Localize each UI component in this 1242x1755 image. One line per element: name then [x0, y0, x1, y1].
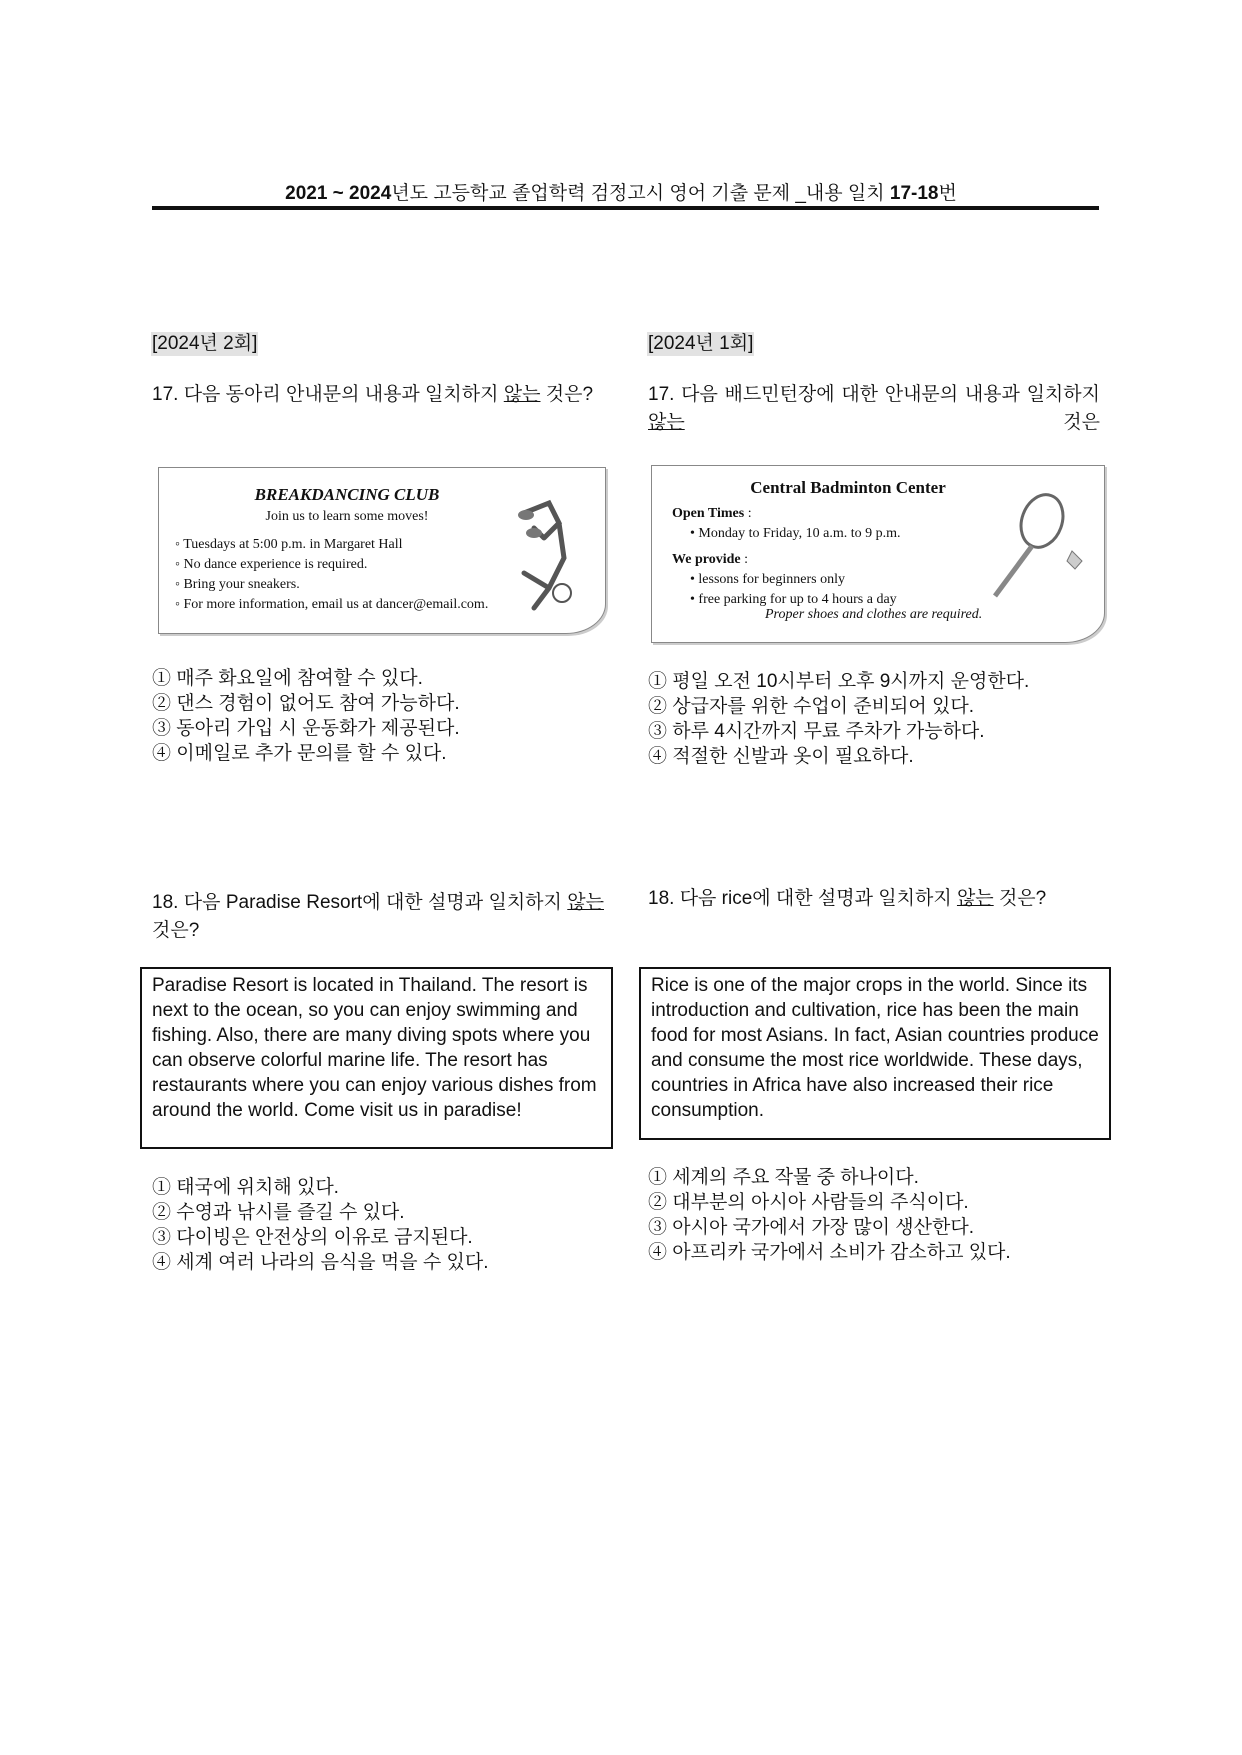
options-17-left	[152, 666, 460, 766]
notice-item: ◦ For more information, email us at dancer@email.com.	[175, 597, 489, 612]
option: ① 세계의 주요 작물 중 하나이다.	[648, 1167, 919, 1188]
header-rule	[152, 206, 1099, 210]
option: ① 평일 오전 10시부터 오후 9시까지 운영한다.	[648, 671, 1030, 692]
notice-item: • Monday to Friday, 10 a.m. to 9 p.m.	[690, 526, 901, 541]
option: ④ 아프리카 국가에서 소비가 감소하고 있다.	[648, 1242, 1011, 1263]
options-18-left	[152, 1175, 489, 1275]
notice-item: • lessons for beginners only	[690, 572, 845, 587]
option: ① 매주 화요일에 참여할 수 있다.	[152, 668, 423, 689]
breakdancer-illustration	[504, 493, 584, 618]
option: ③ 아시아 국가에서 가장 많이 생산한다.	[648, 1217, 974, 1238]
question-17-right: 17. 다음 배드민턴장에 대한 안내문의 내용과 일치하지 않는 것은	[648, 384, 1100, 433]
passage-rice: Rice is one of the major crops in the world. Since its introduction and cultivation, rice has been the main food for most Asians. In fact, Asian countries produce and consume the most rice worldwide. These days, countries in Africa have also increased their rice consumption.	[639, 967, 1111, 1140]
options-17-right	[648, 669, 1029, 769]
breakdancing-notice: BREAKDANCING CLUB Join us to learn some moves! ◦ Tuesdays at 5:00 p.m. in Margaret Hall ◦ No dance experience is required. ◦ Bring your sneakers. ◦ For more information, email us at dancer@email.com.	[158, 467, 606, 634]
badminton-racket-illustration	[987, 491, 1087, 601]
option: ③ 동아리 가입 시 운동화가 제공된다.	[152, 718, 460, 739]
notice-item: ◦ Bring your sneakers.	[175, 577, 300, 592]
badminton-notice: Central Badminton Center Open Times : • Monday to Friday, 10 a.m. to 9 p.m. We provide : • lessons for beginners only • free parking for up to 4 hours a day Proper shoes and clothes are required.	[651, 465, 1105, 643]
option: ① 태국에 위치해 있다.	[152, 1177, 339, 1198]
option: ③ 하루 4시간까지 무료 주차가 가능하다.	[648, 721, 985, 742]
notice-item: • free parking for up to 4 hours a day	[690, 592, 897, 607]
notice-item: ◦ No dance experience is required.	[175, 557, 368, 572]
question-18-right: 18. 다음 rice에 대한 설명과 일치하지 않는 것은?	[648, 888, 1047, 909]
options-18-right	[648, 1165, 1011, 1265]
option: ② 대부분의 아시아 사람들의 주식이다.	[648, 1192, 969, 1213]
notice-item: ◦ Tuesdays at 5:00 p.m. in Margaret Hall	[175, 537, 403, 552]
option: ③ 다이빙은 안전상의 이유로 금지된다.	[152, 1227, 473, 1248]
question-17-left: 17. 다음 동아리 안내문의 내용과 일치하지 않는 것은?	[152, 384, 594, 405]
session-label-left: [2024년 2회]	[152, 333, 258, 354]
option: ② 수영과 낚시를 즐길 수 있다.	[152, 1202, 405, 1223]
passage-paradise-resort: Paradise Resort is located in Thailand. The resort is next to the ocean, so you can enjoy swimming and fishing. Also, there are many diving spots where you can observe colorful marine life. The resort has restaurants where you can enjoy various dishes from around the world. Come visit us in paradise!	[140, 967, 613, 1149]
option: ④ 세계 여러 나라의 음식을 먹을 수 있다.	[152, 1252, 489, 1273]
option: ② 상급자를 위한 수업이 준비되어 있다.	[648, 696, 974, 717]
page-header: 2021 ~ 2024년도 고등학교 졸업학력 검정고시 영어 기출 문제 _내용 일치 17-18번	[285, 183, 957, 204]
option: ④ 이메일로 추가 문의를 할 수 있다.	[152, 743, 447, 764]
session-label-right: [2024년 1회]	[648, 333, 754, 354]
question-18-left: 18. 다음 Paradise Resort에 대한 설명과 일치하지 않는 것은?	[152, 892, 604, 941]
option: ② 댄스 경험이 없어도 참여 가능하다.	[152, 693, 460, 714]
option: ④ 적절한 신발과 옷이 필요하다.	[648, 746, 914, 767]
